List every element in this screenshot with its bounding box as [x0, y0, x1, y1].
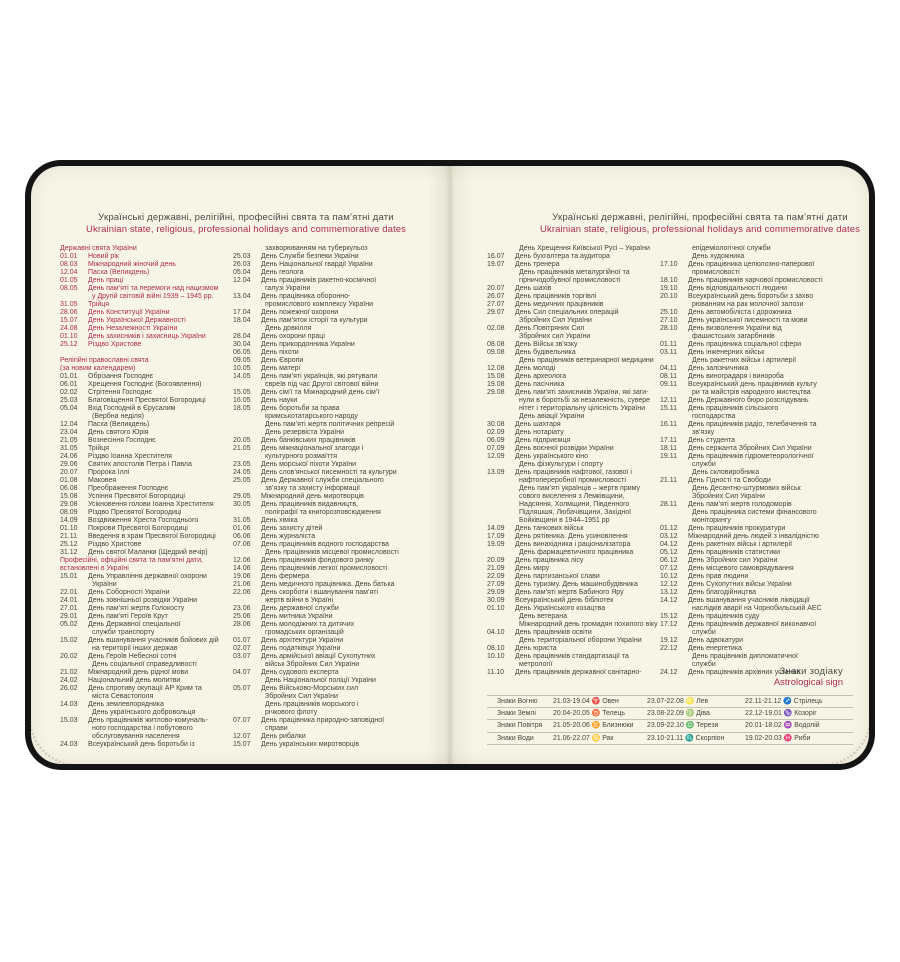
- holiday-line: 24.06 Різдво Іоанна Хрестителя: [60, 453, 172, 460]
- holiday-line: промислового комплексу України: [265, 301, 374, 308]
- holiday-line: 01.11 День працівника соціальної сфери: [660, 341, 802, 348]
- zodiac-row: [487, 720, 853, 732]
- holiday-line: 15.07 День українських миротворців: [233, 741, 360, 748]
- holiday-line: День резервіста України: [265, 429, 345, 436]
- zodiac-sign: 21.05-20.06 ♊ Близнюки: [553, 722, 634, 730]
- holiday-line: служби: [692, 661, 716, 668]
- holiday-line: 15.08 Успіння Пресвятої Богородиці: [60, 493, 185, 500]
- holiday-line: сового виселення з Лемківщини,: [519, 493, 625, 500]
- holiday-line: жертв війни в Україні: [265, 597, 334, 604]
- holiday-line: 01.01 Новий рік: [60, 253, 119, 260]
- holiday-line: 08.05 День пам’яті та перемоги над нацизмом: [60, 285, 219, 292]
- holiday-line: 30.08 День шахтаря: [487, 421, 561, 428]
- holiday-line: нафтопереробної промисловості: [519, 477, 626, 484]
- zodiac-sign: 21.03-19.04 ♈ Овен: [553, 698, 619, 705]
- holiday-line: ного господарства і побутового: [92, 725, 193, 732]
- left-page-header: [51, 212, 441, 235]
- holiday-line: 21.02 Міжнародний день рідної мови: [60, 669, 189, 676]
- holiday-line: 27.01 День пам’яті жертв Голокосту: [60, 605, 185, 612]
- holiday-line: 20.02 День Героїв Небесної сотні: [60, 653, 177, 660]
- holiday-line: [60, 349, 236, 357]
- holiday-line: 22.06 День скорботи і вшанування пам’яті: [233, 589, 379, 596]
- zodiac-element-label: Знаки Землі: [497, 710, 536, 718]
- holiday-line: День пам’яті українців – жертв приму: [519, 485, 641, 492]
- holiday-line: 13.04 День працівника оборонно-: [233, 293, 351, 300]
- holiday-line: 21.05 Вознесіння Господнє: [60, 437, 156, 444]
- holiday-line: 01.10 Покрови Пресвятої Богородиці: [60, 525, 188, 532]
- holiday-line: 01.12 День працівників прокуратури: [660, 525, 786, 532]
- holiday-line: 22.12 День енергетика: [660, 645, 742, 652]
- holiday-line: 21.09 День миру: [487, 565, 550, 572]
- holiday-line: 24.02 Національний день молитви: [60, 677, 181, 684]
- holiday-line: 20.09 День працівника лісу: [487, 557, 584, 564]
- holiday-line: 14.09 Воздвиження Хреста Господнього: [60, 517, 199, 524]
- page-title-en: Ukrainian state, religious, professional holidays and commemorative dates: [86, 223, 406, 235]
- holiday-line: 12.09 День українського кіно: [487, 453, 589, 460]
- holiday-column-right-1: [487, 245, 663, 677]
- holiday-line: День територіальної оборони України: [519, 637, 642, 644]
- holiday-line: 03.12 Міжнародний день людей з інвалідністю: [660, 533, 819, 540]
- holiday-line: 14.09 День танкових військ: [487, 525, 584, 532]
- holiday-line: 17.09 День рятівника. День усиновлення: [487, 533, 628, 540]
- holiday-line: 27.07 День медичних працівників: [487, 301, 604, 308]
- holiday-line: День працівників металургійної та: [519, 269, 630, 276]
- holiday-line: 03.07 День армійської авіації Сухопутних: [233, 653, 376, 660]
- holiday-line: 21.06 День медичного працівника. День батька: [233, 581, 395, 588]
- holiday-line: 16.11 День працівників радіо, телебачення та: [660, 421, 817, 428]
- holiday-line: 05.07 День Військово-Морських сил: [233, 685, 359, 692]
- holiday-line: 20.07 День шахів: [487, 285, 552, 292]
- holiday-line: 14.05 День пам’яті українців, які рятували: [233, 373, 378, 380]
- holiday-line: 29.09 День пам’яті жертв Бабиного Яру: [487, 589, 624, 596]
- holiday-line: 05.02 День Державної спеціальної: [60, 621, 181, 628]
- holiday-line: 15.05 День сім’ї та Міжнародний день сім’ї: [233, 389, 380, 396]
- holiday-line: моніторингу: [692, 517, 731, 524]
- holiday-line: Бойківщини в 1944–1951 рр: [519, 517, 610, 524]
- holiday-line: 06.01 Хрещення Господнє (Богоявлення): [60, 381, 202, 388]
- holiday-line: зв’язку та захисту інформації: [265, 485, 360, 492]
- holiday-line: 30.05 День працівників видавництв,: [233, 501, 358, 508]
- holiday-line: 18.04 День пам’яток історії та культури: [233, 317, 368, 324]
- zodiac-heading: [625, 666, 843, 688]
- holiday-line: служби: [692, 629, 716, 636]
- holiday-line: 29.07 День Сил спеціальних операцій: [487, 309, 619, 316]
- holiday-line: 08.11 День виноградаря і винороба: [660, 373, 784, 380]
- holiday-line: 23.06 День державної служби: [233, 605, 339, 612]
- holiday-line: 25.10 День автомобіліста і дорожника: [660, 309, 792, 316]
- holiday-line: 26.02 День спротиву окупації АР Крим та: [60, 685, 202, 692]
- holiday-line: у Другій світовій війні 1939 – 1945 рр.: [92, 293, 214, 300]
- holiday-line: 01.10 День захисників і захисниць України: [60, 333, 206, 340]
- page-title-uk: Українські державні, релігійні, професійні свята та пам’ятні дати: [552, 212, 848, 223]
- holiday-line: міста Севастополя: [92, 693, 154, 700]
- zodiac-row: [487, 696, 853, 708]
- holiday-line: 17.11 День студента: [660, 437, 736, 444]
- zodiac-sign: 23.09-22.10 ♎ Терези: [647, 722, 719, 730]
- holiday-line: 15.01 День Управління державної охорони: [60, 573, 207, 580]
- holiday-line: військ Збройних Сил України: [265, 661, 360, 668]
- zodiac-sign: 21.06-22.07 ♋ Рак: [553, 734, 614, 742]
- holiday-line: 06.08 Преображення Господнє: [60, 485, 169, 492]
- zodiac-sign: 20.04-20.05 ♉ Телець: [553, 710, 626, 718]
- holiday-line: 26.03 День Національної гвардії України: [233, 261, 373, 268]
- holiday-line: 12.04 День працівників ракетно-космічної: [233, 277, 377, 284]
- holiday-line: Підляшшя, Любачівщини, Західної: [519, 509, 632, 516]
- holiday-line: 01.08 Маковея: [60, 477, 117, 484]
- holiday-line: 31.05 Трійця: [60, 445, 110, 452]
- holiday-line: День Десантно-штурмових військ: [692, 485, 801, 492]
- holiday-line: 17.10 День працівника целюлозно-паперової: [660, 261, 815, 268]
- holiday-line: 25.12 Різдво Христове: [60, 541, 142, 548]
- holiday-line: обслуговування населення: [92, 733, 180, 740]
- zodiac-title-en: Astrological sign: [773, 677, 843, 688]
- holiday-line: 19.06 День фермера: [233, 573, 310, 580]
- holiday-line: 31.05 Трійця: [60, 301, 110, 308]
- holiday-line: 01.06 День захисту дітей: [233, 525, 323, 532]
- holiday-line: Збройних сил України: [519, 333, 591, 340]
- holiday-line: День пам’яті жертв політичних репресій: [265, 421, 395, 428]
- holiday-line: 19.10 День відповідальності людини: [660, 285, 788, 292]
- holiday-line: День довкілля: [265, 325, 312, 332]
- zodiac-title-uk: Знаки зодіаку: [779, 666, 843, 677]
- holiday-line: День працівників морського і: [265, 701, 359, 708]
- zodiac-row: [487, 708, 853, 720]
- holiday-line: 08.08 День Військ зв’язку: [487, 341, 578, 348]
- holiday-line: 02.09 День нотаріату: [487, 429, 564, 436]
- holiday-line: День фізкультури і спорту: [519, 461, 603, 468]
- holiday-line: День ветерана: [519, 613, 567, 620]
- holiday-line: День працівників місцевої промисловості: [265, 549, 399, 556]
- holiday-line: День скловиробника: [692, 469, 760, 476]
- holiday-line: 15.08 День археолога: [487, 373, 567, 380]
- holiday-line: День Національної поліції України: [265, 677, 376, 684]
- holiday-line: рюванням на рак молочної залози: [692, 301, 804, 308]
- holiday-line: 12.12 День Сухопутних військ України: [660, 581, 792, 588]
- holiday-line: 24.05 День слов’янської писемності та культури: [233, 469, 397, 476]
- holiday-line: 31.12 День святої Маланки (Щедрий вечір): [60, 549, 208, 556]
- holiday-line: Надсяння, Холмщини, Південного: [519, 501, 630, 508]
- holiday-line: Збройних Сил України: [265, 693, 338, 700]
- holiday-line: 28.06 День молодіжних та дитячих: [233, 621, 355, 628]
- holiday-line: 23.04 День святого Юрія: [60, 429, 149, 436]
- holiday-line: 25.06 День митника України: [233, 613, 333, 620]
- holiday-line: 19.11 День працівників гідрометеорологічної: [660, 453, 814, 460]
- holiday-line: 20.05 День банківських працівників: [233, 437, 356, 444]
- holiday-line: 15.07 День Української Державності: [60, 317, 186, 324]
- holiday-line: 19.09 День винахідника і раціоналізатора: [487, 541, 631, 548]
- holiday-line: 21.11 Введення в храм Пресвятої Богородиці: [60, 533, 216, 540]
- holiday-line: 19.12 День адвокатури: [660, 637, 744, 644]
- holiday-line: 15.11 День працівників сільського: [660, 405, 779, 412]
- holiday-line: наслідків аварії на Чорнобильській АЕС: [692, 605, 822, 612]
- holiday-line: День ракетних військ і артилерії: [692, 357, 797, 364]
- stitch-arc-right-icon: [821, 717, 869, 764]
- holiday-line: метрології: [519, 661, 553, 668]
- holiday-line: 25.12 Різдво Христове: [60, 341, 142, 348]
- holiday-line: 06.05 День піхоти: [233, 349, 299, 356]
- holiday-column-left-2: [233, 245, 443, 749]
- holiday-line: День авіації України: [519, 413, 585, 420]
- holiday-line: служби транспорту: [92, 629, 155, 636]
- page-title-uk: Українські державні, релігійні, професійні свята та пам’ятні дати: [98, 212, 394, 223]
- holiday-line: нули в боротьбі за незалежність, сувере: [519, 397, 651, 404]
- holiday-line: епідеміологічної служби: [692, 245, 771, 252]
- holiday-line: 08.03 Міжнародний жіночий день: [60, 261, 176, 268]
- holiday-line: галузі України: [265, 285, 311, 292]
- book-cover: [25, 160, 875, 770]
- holiday-line: 07.12 День місцевого самоврядування: [660, 565, 794, 572]
- holiday-line: 07.09 День воєнної розвідки України: [487, 445, 614, 452]
- holiday-line: 25.03 Благовіщення Пресвятої Богородиці: [60, 397, 206, 404]
- holiday-line: 27.10 День української писемності та мови: [660, 317, 808, 324]
- zodiac-element-label: Знаки Вогню: [497, 698, 538, 705]
- holiday-line: 18.11 День сержанта Збройних Сил України: [660, 445, 812, 452]
- holiday-line: фашистських загарбників: [692, 333, 775, 340]
- holiday-line: 12.07 День рибалки: [233, 733, 306, 740]
- holiday-line: 31.05 День хіміка: [233, 517, 298, 524]
- holiday-line: 13.12 День благодійництва: [660, 589, 756, 596]
- holiday-line: День українського добровольця: [92, 709, 196, 716]
- holiday-line: 11.10 День працівників державної санітарно-: [487, 669, 642, 676]
- holiday-line: 24.01 День зовнішньої розвідки України: [60, 597, 198, 604]
- holiday-line: 04.10 День працівників освіти: [487, 629, 592, 636]
- holiday-line: 12.04 Пасха (Великдень): [60, 269, 150, 276]
- holiday-line: 04.12 День ракетних військ і артилерії: [660, 541, 793, 548]
- holiday-line: 12.04 Пасха (Великдень): [60, 421, 150, 428]
- holiday-line: 20.07 Пророка Іллі: [60, 469, 130, 476]
- holiday-line: 29.01 День пам’яті Героїв Крут: [60, 613, 168, 620]
- holiday-line: День соціальної справедливості: [92, 661, 197, 668]
- holiday-line: зв’язку: [692, 429, 715, 436]
- holiday-line: 14.12 День вшанування учасників ліквідації: [660, 597, 810, 604]
- holiday-line: 19.08 День пасічника: [487, 381, 565, 388]
- section-header-line: Релігійні православні свята: [60, 357, 149, 364]
- holiday-line: 07.07 День працівника природно-заповідної: [233, 717, 385, 724]
- holiday-line: справи: [265, 725, 288, 732]
- holiday-line: 13.09 День працівників нафтової, газової і: [487, 469, 632, 476]
- zodiac-sign: 22.11-21.12 ♐ Стрілець: [745, 698, 823, 705]
- holiday-line: 02.07 День податківця України: [233, 645, 341, 652]
- holiday-line: 18.05 День боротьби за права: [233, 405, 340, 412]
- holiday-line: 25.05 День Державної служби спеціального: [233, 477, 384, 484]
- holiday-line: 29.08 Усікновення голови Іоанна Хрестителя: [60, 501, 214, 508]
- holiday-line: 03.11 День інженерних військ: [660, 349, 765, 356]
- holiday-line: служби: [692, 461, 716, 468]
- holiday-line: 15.02 День вшанування учасників бойових дій: [60, 637, 219, 644]
- holiday-line: День Хрещення Київської Русі – України: [519, 245, 650, 252]
- holiday-line: 24.12 День працівників архівних установ: [660, 669, 801, 676]
- holiday-line: 16.07 День бухгалтера та аудитора: [487, 253, 610, 260]
- holiday-line: кримськотатарського народу: [265, 413, 358, 420]
- holiday-line: 02.02 Стрітення Господнє: [60, 389, 152, 396]
- holiday-line: 06.12 День Збройних сил України: [660, 557, 778, 564]
- holiday-line: нітет і територіальну цілісність України: [519, 405, 646, 412]
- holiday-line: 12.11 День Державного бюро розслідувань: [660, 397, 809, 404]
- page-title-en: Ukrainian state, religious, professional holidays and commemorative dates: [540, 223, 860, 235]
- zodiac-element-label: Знаки Води: [497, 734, 534, 742]
- right-page-header: [505, 212, 869, 235]
- holiday-line: 28.11 День пам’яті жертв голодоморів: [660, 501, 792, 508]
- holiday-line: 14.06 День працівників легкої промисловості: [233, 565, 388, 572]
- holiday-line: гірничодобувної промисловості: [519, 277, 621, 284]
- section-header-line: встановлені в Україні: [60, 565, 129, 572]
- holiday-line: 17.04 День пожежної охорони: [233, 309, 339, 316]
- holiday-line: День фармацевтичного працівника: [519, 549, 634, 556]
- holiday-line: 22.09 День партизанської слави: [487, 573, 600, 580]
- holiday-line: промисловості: [692, 269, 740, 276]
- holiday-line: День працівників ветеринарної медицини: [519, 357, 654, 364]
- holiday-line: Збройних Сил України: [692, 493, 765, 500]
- holiday-line: (Вербна неділя): [92, 413, 144, 420]
- holiday-line: 28.06 День Конституції України: [60, 309, 170, 316]
- holiday-line: 08.09 Різдво Пресвятої Богородиці: [60, 509, 182, 516]
- holiday-line: День працівника системи фінансового: [692, 509, 817, 516]
- holiday-line: 04.11 День залізничника: [660, 365, 749, 372]
- zodiac-sign: 22.12-19.01 ♑ Козоріг: [745, 710, 817, 718]
- zodiac-sign: 19.02-20.03 ♓ Риби: [745, 734, 811, 742]
- holiday-line: День працівників дипломатичної: [692, 653, 798, 660]
- zodiac-sign: 20.01-18.02 ♒ Водолій: [745, 722, 820, 730]
- zodiac-sign: 23.10-21.11 ♏ Скорпіон: [647, 734, 725, 742]
- holiday-line: 19.07 День тренера: [487, 261, 560, 268]
- holiday-line: річкового флоту: [265, 709, 318, 716]
- holiday-line: 26.07 День працівників торгівлі: [487, 293, 597, 300]
- holiday-line: 07.06 День працівників водного господарства: [233, 541, 389, 548]
- holiday-line: Міжнародний день громадян похилого віку: [519, 621, 658, 628]
- holiday-line: 10.12 День прав людини: [660, 573, 749, 580]
- holiday-line: 15.03 День працівників житлово-комуналь-: [60, 717, 208, 724]
- holiday-line: 28.04 День охорони праці: [233, 333, 325, 340]
- holiday-line: культурного розмаїття: [265, 453, 338, 460]
- holiday-line: 29.06 Святих апостолів Петра і Павла: [60, 461, 192, 468]
- holiday-line: 21.11 День Гідності та Свободи: [660, 477, 771, 484]
- section-header-line: Державні свята України: [60, 245, 137, 252]
- holiday-line: 09.08 День будівельника: [487, 349, 576, 356]
- zodiac-sign: 23.07-22.08 ♌ Лев: [647, 698, 709, 705]
- holiday-line: 01.10 День Українського козацтва: [487, 605, 606, 612]
- holiday-line: 05.04 День геолога: [233, 269, 304, 276]
- holiday-line: 02.08 День Повітряних Сил: [487, 325, 585, 332]
- holiday-line: 24.08 День Незалежності України: [60, 325, 178, 332]
- holiday-line: захворюванням на туберкульоз: [265, 245, 368, 252]
- holiday-line: 30.04 День прикордонника України: [233, 341, 355, 348]
- zodiac-table: [487, 695, 853, 745]
- holiday-line: 30.09 Всеукраїнський день бібліотек: [487, 597, 614, 604]
- holiday-line: ри та майстрів народного мистецтва: [692, 389, 811, 396]
- section-header-line: Професійні, офіційні свята та пам’ятні дати,: [60, 557, 203, 564]
- holiday-line: 23.05 День морської піхоти України: [233, 461, 357, 468]
- holiday-line: 29.05 Міжнародний день миротворців: [233, 493, 364, 500]
- holiday-line: на території інших держав: [92, 645, 178, 652]
- holiday-line: 15.12 День працівників суду: [660, 613, 760, 620]
- holiday-line: 10.10 День працівників стандартизації та: [487, 653, 629, 660]
- holiday-line: 25.03 День Служби безпеки України: [233, 253, 359, 260]
- section-header-line: (за новим календарем): [60, 365, 136, 372]
- holiday-line: 01.05 День праці: [60, 277, 124, 284]
- holiday-line: День художника: [692, 253, 745, 260]
- holiday-line: 06.06 День журналіста: [233, 533, 316, 540]
- holiday-line: громадських організацій: [265, 629, 344, 636]
- page-spread: [31, 166, 869, 764]
- holiday-line: України: [92, 581, 117, 588]
- holiday-line: 16.05 День науки: [233, 397, 298, 404]
- holiday-line: 14.03 День землевпорядника: [60, 701, 164, 708]
- holiday-column-left-1: [60, 245, 236, 749]
- holiday-line: 12.08 День молоді: [487, 365, 556, 372]
- holiday-line: 09.11 Всеукраїнський день працівників культу: [660, 381, 817, 388]
- holiday-line: 20.10 Всеукраїнський день боротьби з захво: [660, 293, 814, 300]
- holiday-line: 27.09 День туризму. День машинобудівника: [487, 581, 638, 588]
- holiday-line: 09.05 День Європи: [233, 357, 304, 364]
- holiday-line: 01.07 День архітектури України: [233, 637, 344, 644]
- holiday-line: 24.03 Всеукраїнський день боротьби із: [60, 741, 195, 748]
- zodiac-sign: 23.08-22.09 ♍ Діва: [647, 710, 710, 718]
- holiday-line: 22.01 День Соборності України: [60, 589, 170, 596]
- holiday-line: 10.05 День матері: [233, 365, 301, 372]
- holiday-line: господарства: [692, 413, 736, 420]
- holiday-line: 06.09 День підприємця: [487, 437, 571, 444]
- holiday-line: 21.05 День міжнаціональної злагоди і: [233, 445, 364, 452]
- zodiac-element-label: Знаки Повітря: [497, 722, 543, 730]
- holiday-line: 04.07 День судового експерта: [233, 669, 339, 676]
- zodiac-row: [487, 733, 853, 745]
- holiday-line: 01.01 Обрізання Господнє: [60, 373, 154, 380]
- stitch-arc-left-icon: [31, 717, 79, 764]
- holiday-line: 29.08 День пам’яті захисників України, які заги-: [487, 389, 649, 396]
- holiday-line: поліграфії та книгорозповсюдження: [265, 509, 381, 516]
- holiday-line: 05.12 День працівників статистики: [660, 549, 781, 556]
- holiday-column-right-2: [660, 245, 862, 677]
- holiday-line: євреїв під час Другої світової війни: [265, 381, 379, 388]
- holiday-line: 08.10 День юриста: [487, 645, 557, 652]
- holiday-line: 18.10 День працівників харчової промисловості: [660, 277, 823, 284]
- holiday-line: Збройних Сил України: [519, 317, 592, 324]
- holiday-line: 28.10 День визволення України від: [660, 325, 782, 332]
- holiday-line: 17.12 День працівників державної виконавчої: [660, 621, 817, 628]
- holiday-line: 12.06 День працівників фондового ринку: [233, 557, 374, 564]
- holiday-line: 05.04 Вхід Господній в Єрусалим: [60, 405, 176, 412]
